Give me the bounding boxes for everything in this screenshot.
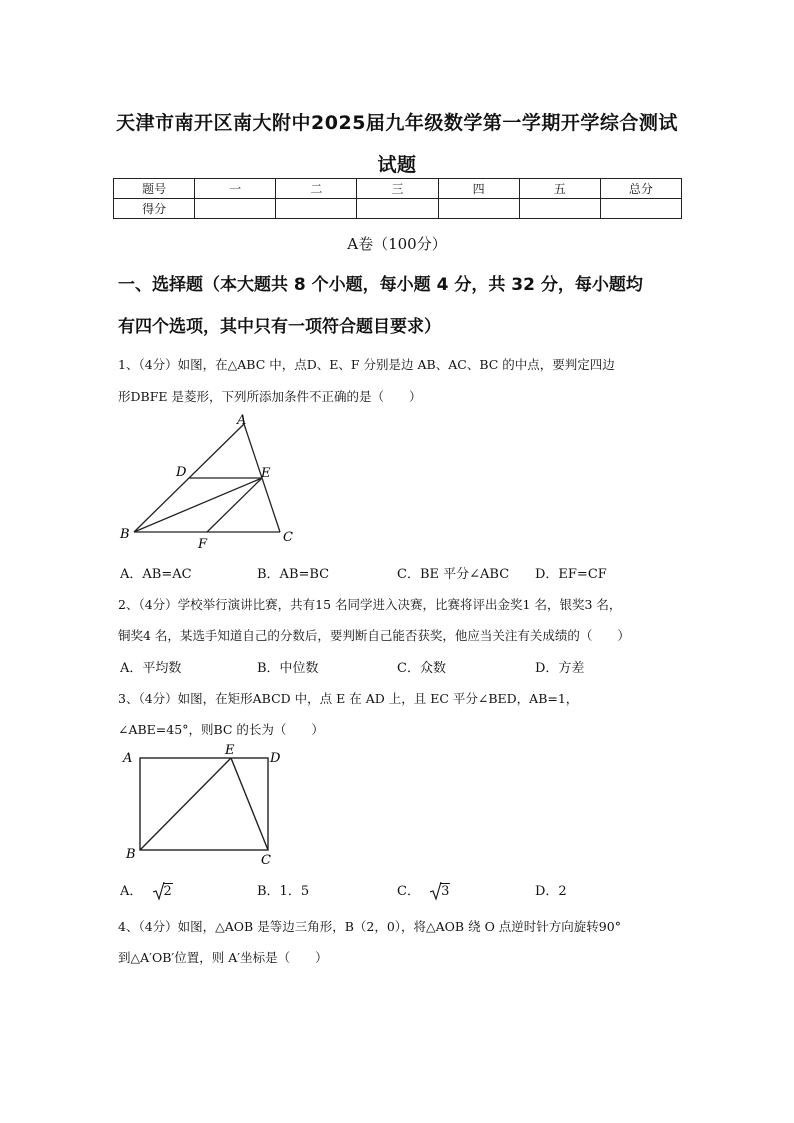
question-3-line1: 3、（4分）如图，在矩形ABCD 中，点 E 在 AD 上，且 EC 平分∠BED，AB=1， — [118, 691, 579, 706]
question-1-option-c[interactable]: C．BE 平分∠ABC — [397, 567, 510, 582]
question-1-option-a[interactable]: A．AB=AC — [120, 567, 192, 582]
rectangle-figure — [118, 742, 293, 867]
question-4-line1: 4、（4分）如图，△AOB 是等边三角形，B（2，0），将△AOB 绕 O 点逆时针方向旋转90° — [118, 919, 621, 934]
question-3-option-b[interactable]: B．1．5 — [257, 884, 310, 899]
question-2-option-d[interactable]: D．方差 — [535, 661, 585, 676]
score-cell — [519, 199, 600, 219]
score-table-score-row — [114, 199, 682, 219]
point-label-b: B — [126, 847, 136, 862]
question-1-option-b[interactable]: B．AB=BC — [257, 567, 330, 582]
question-2-option-b[interactable]: B．中位数 — [257, 661, 319, 676]
radicand: 3 — [441, 884, 450, 899]
sqrt-2-expression — [153, 884, 173, 899]
point-label-d: D — [176, 465, 187, 480]
page-title-continued: 试题 — [377, 154, 417, 176]
radical-sign-icon — [430, 881, 442, 901]
question-1-line1: 1、（4分）如图，在△ABC 中，点D、E、F 分别是边 AB、AC、BC 的中点，要判定四边 — [118, 357, 615, 372]
question-1-option-d[interactable]: D．EF=CF — [535, 567, 607, 582]
point-label-a: A — [123, 751, 133, 766]
score-cell — [357, 199, 438, 219]
score-cell: 总分 — [600, 179, 681, 199]
score-cell — [438, 199, 519, 219]
radical-sign-icon — [153, 881, 165, 901]
score-cell: 四 — [438, 179, 519, 199]
question-3-option-a[interactable] — [120, 880, 173, 899]
option-c-prefix: C． — [397, 884, 420, 899]
question-1-line2: 形DBFE 是菱形，下列所添加条件不正确的是（ ） — [118, 389, 422, 404]
point-label-f: F — [198, 537, 208, 552]
score-cell: 得分 — [114, 199, 195, 219]
score-table-header-row — [114, 179, 682, 199]
page-title: 天津市南开区南大附中2025届九年级数学第一学期开学综合测试 — [116, 112, 678, 134]
point-label-e: E — [261, 466, 271, 481]
score-table — [113, 178, 682, 219]
score-cell — [195, 199, 276, 219]
section-heading-line1: 一、选择题（本大题共 8 个小题，每小题 4 分，共 32 分，每小题均 — [118, 275, 643, 295]
section-heading-line2: 有四个选项，其中只有一项符合题目要求） — [118, 317, 441, 337]
point-label-c: C — [283, 530, 293, 545]
segment-ef — [207, 478, 262, 532]
sqrt-3-expression — [430, 884, 450, 899]
score-cell: 二 — [276, 179, 357, 199]
score-cell: 五 — [519, 179, 600, 199]
question-2-line1: 2、（4分）学校举行演讲比赛，共有15 名同学进入决赛，比赛将评出金奖1 名，银奖3 名， — [118, 597, 622, 612]
score-cell — [276, 199, 357, 219]
point-label-e: E — [225, 743, 235, 758]
score-cell: 题号 — [114, 179, 195, 199]
point-label-d: D — [270, 751, 281, 766]
segment-be — [134, 478, 262, 532]
segment-ec — [231, 758, 268, 850]
point-label-c: C — [261, 853, 271, 867]
score-cell: 一 — [195, 179, 276, 199]
question-2-option-c[interactable]: C．众数 — [397, 661, 446, 676]
question-2-line2: 铜奖4 名，某选手知道自己的分数后，要判断自己能否获奖，他应当关注有关成绩的（ ） — [118, 628, 630, 643]
volume-label: A卷（100分） — [347, 235, 447, 253]
option-a-prefix: A． — [120, 884, 143, 899]
question-3-line2: ∠ABE=45°，则BC 的长为（ ） — [118, 722, 324, 737]
segment-be — [140, 758, 231, 850]
triangle-figure — [112, 410, 312, 555]
point-label-b: B — [120, 527, 130, 542]
question-2-option-a[interactable]: A．平均数 — [120, 661, 182, 676]
score-cell — [600, 199, 681, 219]
question-3-option-d[interactable]: D．2 — [535, 884, 567, 899]
radicand: 2 — [163, 884, 172, 899]
question-3-option-c[interactable] — [397, 880, 450, 899]
point-label-a: A — [237, 413, 247, 428]
question-4-line2: 到△A′OB′位置，则 A′坐标是（ ） — [118, 950, 328, 965]
score-cell: 三 — [357, 179, 438, 199]
